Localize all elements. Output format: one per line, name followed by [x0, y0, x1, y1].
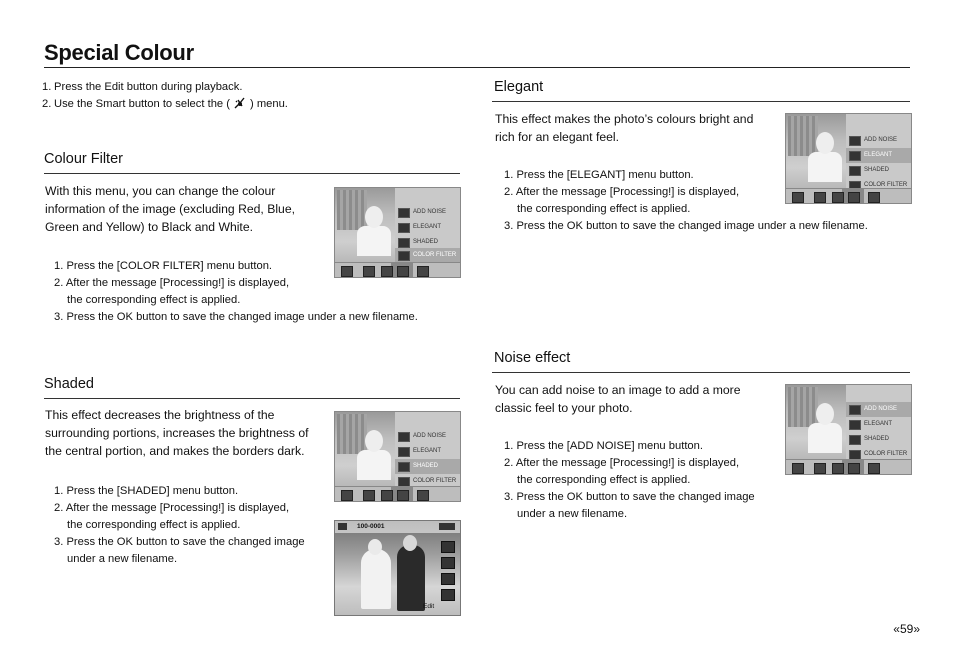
playback-status-bar [335, 521, 460, 533]
menu-item-add-noise: ADD NOISE [846, 402, 911, 417]
protect-icon [441, 557, 455, 569]
mode-icon [341, 490, 353, 501]
noise-icon [849, 136, 861, 146]
portrait-icon [398, 223, 410, 233]
menu-item-color-filter: COLOR FILTER [395, 248, 460, 263]
mode-icon [832, 192, 844, 203]
file-number: 100-0001 [357, 523, 385, 530]
colour-filter-camera-screen [334, 187, 461, 278]
menu-item-shaded: SHADED [395, 235, 460, 250]
mode-bar [335, 486, 460, 502]
effect-menu [846, 385, 911, 459]
mode-icon [341, 266, 353, 277]
special-colour-icon [233, 97, 247, 109]
special-colour-icon [848, 463, 860, 474]
mode-icon [792, 463, 804, 474]
resize-icon [441, 541, 455, 553]
elegant-heading: Elegant [494, 79, 544, 95]
mode-bar [335, 262, 460, 278]
playback-screen [334, 520, 461, 616]
mode-icon [363, 490, 375, 501]
menu-item-shaded: SHADED [395, 459, 460, 474]
elegant-steps: 1. Press the [ELEGANT] menu button. 2. After the message [Processing!] is displayed, the corresponding effect is applied. 3. Press the OK button to save the changed image under a new filename. [504, 169, 868, 232]
menu-item-shaded: SHADED [846, 432, 911, 447]
page-number: «59» [893, 622, 920, 636]
mode-icon [792, 192, 804, 203]
mode-icon [814, 463, 826, 474]
effect-menu [395, 412, 460, 486]
menu-item-add-noise: ADD NOISE [846, 133, 911, 148]
noise-icon [398, 432, 410, 442]
noise-heading: Noise effect [494, 350, 571, 366]
shaded-camera-screen [334, 411, 461, 502]
menu-item-add-noise: ADD NOISE [395, 205, 460, 220]
intro-step-1: 1. Press the Edit button during playback. [42, 81, 243, 93]
special-colour-icon [848, 192, 860, 203]
mode-icon [363, 266, 375, 277]
edit-label: Edit [423, 603, 435, 610]
special-colour-icon [397, 266, 409, 277]
vignette-icon [398, 462, 410, 472]
mode-icon [832, 463, 844, 474]
elegant-camera-screen [785, 113, 912, 204]
vignette-icon [849, 435, 861, 445]
page-title: Special Colour [44, 40, 194, 65]
shaded-divider [44, 398, 460, 399]
special-colour-icon [397, 490, 409, 501]
vignette-icon [398, 238, 410, 248]
intro-steps [42, 79, 288, 113]
menu-item-elegant: ELEGANT [395, 444, 460, 459]
mode-icon [868, 463, 880, 474]
menu-item-elegant: ELEGANT [846, 148, 911, 163]
colour-filter-heading: Colour Filter [44, 151, 123, 167]
mode-bar [786, 459, 911, 475]
effect-menu [395, 188, 460, 262]
noise-divider [492, 372, 910, 373]
noise-description: You can add noise to an image to add a more classic feel to your photo. [495, 383, 741, 415]
mode-bar [786, 188, 911, 204]
portrait-icon [398, 447, 410, 457]
color-filter-icon [398, 251, 410, 261]
noise-camera-screen [785, 384, 912, 475]
mode-icon [868, 192, 880, 203]
menu-item-color-filter: COLOR FILTER [395, 474, 460, 489]
menu-item-add-noise: ADD NOISE [395, 429, 460, 444]
elegant-description: This effect makes the photo’s colours bright and rich for an elegant feel. [495, 112, 754, 144]
elegant-divider [492, 101, 910, 102]
shaded-heading: Shaded [44, 376, 94, 392]
menu-item-elegant: ELEGANT [846, 417, 911, 432]
colour-filter-divider [44, 173, 460, 174]
intro-step-2: 2. Use the Smart button to select the ( ) menu. [42, 98, 288, 110]
portrait-icon [849, 151, 861, 161]
title-divider [44, 67, 910, 68]
menu-item-shaded: SHADED [846, 163, 911, 178]
noise-steps: 1. Press the [ADD NOISE] menu button. 2. After the message [Processing!] is displayed, the corresponding effect is applied. 3. Press the OK button to save the changed image under a new filename. [504, 440, 755, 520]
voice-memo-icon [441, 573, 455, 585]
battery-icon [439, 523, 455, 530]
noise-icon [398, 208, 410, 218]
menu-item-elegant: ELEGANT [395, 220, 460, 235]
portrait-icon [849, 420, 861, 430]
menu-item-color-filter: COLOR FILTER [846, 447, 911, 462]
mode-icon [381, 266, 393, 277]
mode-icon [417, 490, 429, 501]
menu-item-color-filter: COLOR FILTER [846, 178, 911, 193]
mode-icon [814, 192, 826, 203]
play-icon [338, 523, 347, 530]
colour-filter-steps: 1. Press the [COLOR FILTER] menu button. 2. After the message [Processing!] is displayed, the corresponding effect is applied. 3. Press the OK button to save the changed image under a new filename. [54, 260, 418, 323]
vignette-icon [849, 166, 861, 176]
mode-icon [381, 490, 393, 501]
mode-icon [417, 266, 429, 277]
effect-menu [846, 114, 911, 188]
shaded-description: This effect decreases the brightness of the surrounding portions, increases the brightness of the central portion, and makes the borders dark. [45, 408, 309, 458]
print-icon [441, 589, 455, 601]
noise-icon [849, 405, 861, 415]
shaded-steps: 1. Press the [SHADED] menu button. 2. After the message [Processing!] is displayed, the corresponding effect is applied. 3. Press the OK button to save the changed image under a new filename. [54, 485, 305, 565]
colour-filter-description: With this menu, you can change the colour information of the image (excluding Red, Blue, Green and Yellow) to Black and White. [45, 184, 295, 234]
